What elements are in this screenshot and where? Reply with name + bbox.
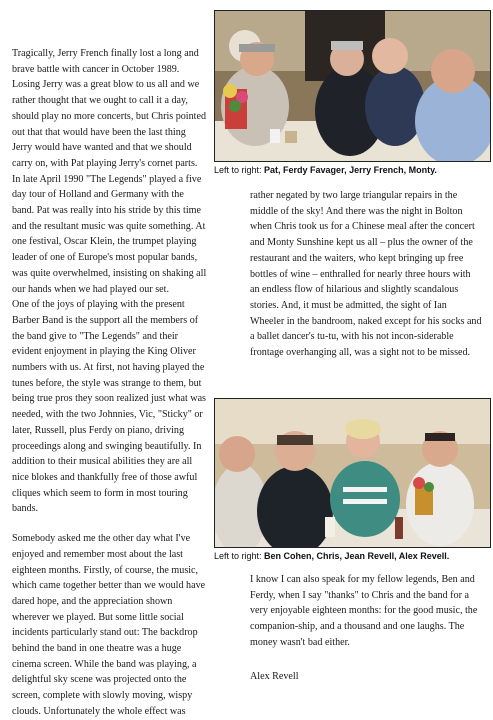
paragraph: I know I can also speak for my fellow legends, Ben and Ferdy, when I say "thanks" to Chris and the band for a very enjoyable eighteen months: for the good music, the companion-ship, and a thousand and one laughs. The money wasn't bad either. [250, 574, 478, 648]
photo-band-members-2 [214, 398, 491, 548]
right-column [250, 188, 482, 361]
paragraph: One of the joys of playing with the present Barber Band is the support all the members of the band give to "The Legends" and their evident enjoyment in playing the King Oliver numbers with us. At first, not having played the tunes before, the style was strange to them, but being true pros they soon realized just what was needed, with the two Johnnies, Vic, "Sticky" or later, Russell, plus Ferdy on piano, driving proceedings along and swinging beautifully. In addition to their musical abilities they are all nice blokes and thankfully free of those awful cliques which seem to form in most touring bands. [12, 299, 206, 515]
caption-prefix: Left to right: [214, 165, 265, 175]
caption-names: Ben Cohen, Chris, Jean Revell, Alex Revell. [264, 551, 450, 561]
caption-prefix: Left to right: [214, 551, 265, 561]
photo-band-members-1 [214, 10, 491, 162]
paragraph: In late April 1990 "The Legends" played a five day tour of Holland and Germany with the band. Pat was really into his stride by this time and the resultant music was quite something. At one festival, Oscar Klein, the trumpet playing leader of one of Europe's most popular bands, was quite overwhelmed, insisting on shaking all our hands when we had played our set. [12, 173, 207, 295]
photo-caption-1 [214, 165, 437, 175]
signature: Alex Revell [250, 671, 299, 682]
caption-names: Pat, Ferdy Favager, Jerry French, Monty. [264, 165, 437, 175]
paragraph: Somebody asked me the other day what I've enjoyed and remember most about the last eighteen months. Firstly, of course, the music, which came together better than we would have dared hope, and the appreciation shown wherever we played. But some little social incidents particularly stand out: The backdrop behind the band in one theatre was a huge cinema screen. While the band was playing, a delightful sky scene was projected onto the screen, complete with slowly moving, wispy clouds. Unfortunately the whole effect was [12, 533, 206, 717]
photo-caption-2 [214, 551, 449, 561]
paragraph: rather negated by two large triangular repairs in the middle of the sky! And there was the night in Bolton when Chris took us for a Chinese meal after the concert and Monty Sunshine kept us all – plus the owner of the restaurant and the waiters, who kept bringing up free bottles of wine – enthralled for nearly three hours with an endless flow of hilarious and slightly scandalous stories. And, it must be admitted, the sight of Ian Wheeler in the bandroom, naked except for his socks and a ballet dancer's tu-tu, with his not incon-siderable frontage overhanging all, was a sight not to be missed. [250, 190, 482, 359]
left-column [12, 46, 208, 720]
closing-paragraph [250, 572, 482, 651]
paragraph: Tragically, Jerry French finally lost a long and brave battle with cancer in October 1989. Losing Jerry was a great blow to us all and we rather thought that we ought to call it a day, should play no more concerts, but Chris pointed out that that would have been the last thing Jerry would have wanted and that we should carry on, with Pat playing Jerry's cornet parts. [12, 48, 206, 169]
